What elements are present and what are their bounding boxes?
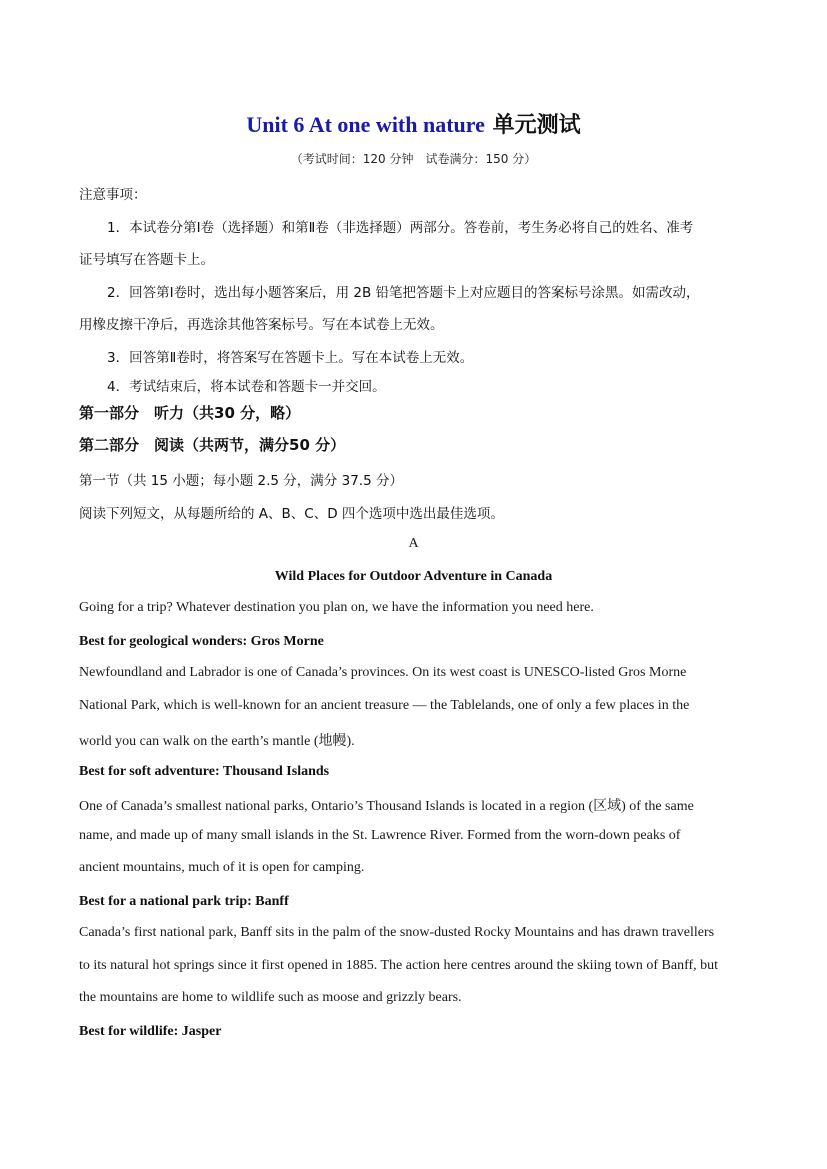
passage-label: A [408,536,419,551]
note-line: 2．回答第Ⅰ卷时，选出每小题答案后，用 2B 铅笔把答题卡上对应题目的答案标号涂黑。如需改动， [107,285,700,301]
part-one-heading: 第一部分 听力（共30 分，略） [79,404,301,422]
passage-line: world you can walk on the earth’s mantle (地幔). [79,734,355,749]
passage-line: ancient mountains, much of it is open for camping. [79,860,365,875]
passage-line: the mountains are home to wildlife such as moose and grizzly bears. [79,990,462,1005]
reading-instruction: 阅读下列短文，从每题所给的 A、B、C、D 四个选项中选出最佳选项。 [79,506,504,522]
section-heading: Best for a national park trip: Banff [79,894,289,909]
title-chinese: 单元测试 [484,113,581,138]
passage-line: Canada’s first national park, Banff sits in the palm of the snow-dusted Rocky Mountains and has drawn travellers [79,925,715,940]
section-heading: Best for wildlife: Jasper [79,1024,222,1039]
exam-info: （考试时间：120 分钟 试卷满分：150 分） [290,152,537,166]
passage-line: to its natural hot springs since it first opened in 1885. The action here centres around the skiing town of Banff, but [79,958,719,973]
passage-line: Newfoundland and Labrador is one of Canada’s provinces. On its west coast is UNESCO-listed Gros Morne [79,665,687,680]
note-line: 证号填写在答题卡上。 [79,252,214,268]
note-line: 3．回答第Ⅱ卷时，将答案写在答题卡上。写在本试卷上无效。 [107,350,474,366]
passage-line: name, and made up of many small islands in the St. Lawrence River. Formed from the worn-down peaks of [79,828,681,843]
section-one-heading: 第一节（共 15 小题；每小题 2.5 分，满分 37.5 分） [79,473,403,489]
passage-line: One of Canada’s smallest national parks, Ontario’s Thousand Islands is located in a region (区域) of the same [79,799,694,814]
passage-intro: Going for a trip? Whatever destination you plan on, we have the information you need here. [79,600,594,615]
notes-heading: 注意事项： [79,187,147,203]
section-heading: Best for soft adventure: Thousand Islands [79,764,330,779]
note-line: 4．考试结束后，将本试卷和答题卡一并交回。 [107,379,386,395]
note-line: 1．本试卷分第Ⅰ卷（选择题）和第Ⅱ卷（非选择题）两部分。答卷前，考生务必将自己的姓名、准考 [107,220,694,236]
passage-title: Wild Places for Outdoor Adventure in Canada [274,569,553,584]
page-title [0,108,827,139]
title-english: Unit 6 At one with nature [246,112,485,137]
part-two-heading: 第二部分 阅读（共两节，满分50 分） [79,436,346,454]
passage-line: National Park, which is well-known for an ancient treasure — the Tablelands, one of only a few places in the [79,698,690,713]
note-line: 用橡皮擦干净后，再选涂其他答案标号。写在本试卷上无效。 [79,317,444,333]
section-heading: Best for geological wonders: Gros Morne [79,634,324,649]
